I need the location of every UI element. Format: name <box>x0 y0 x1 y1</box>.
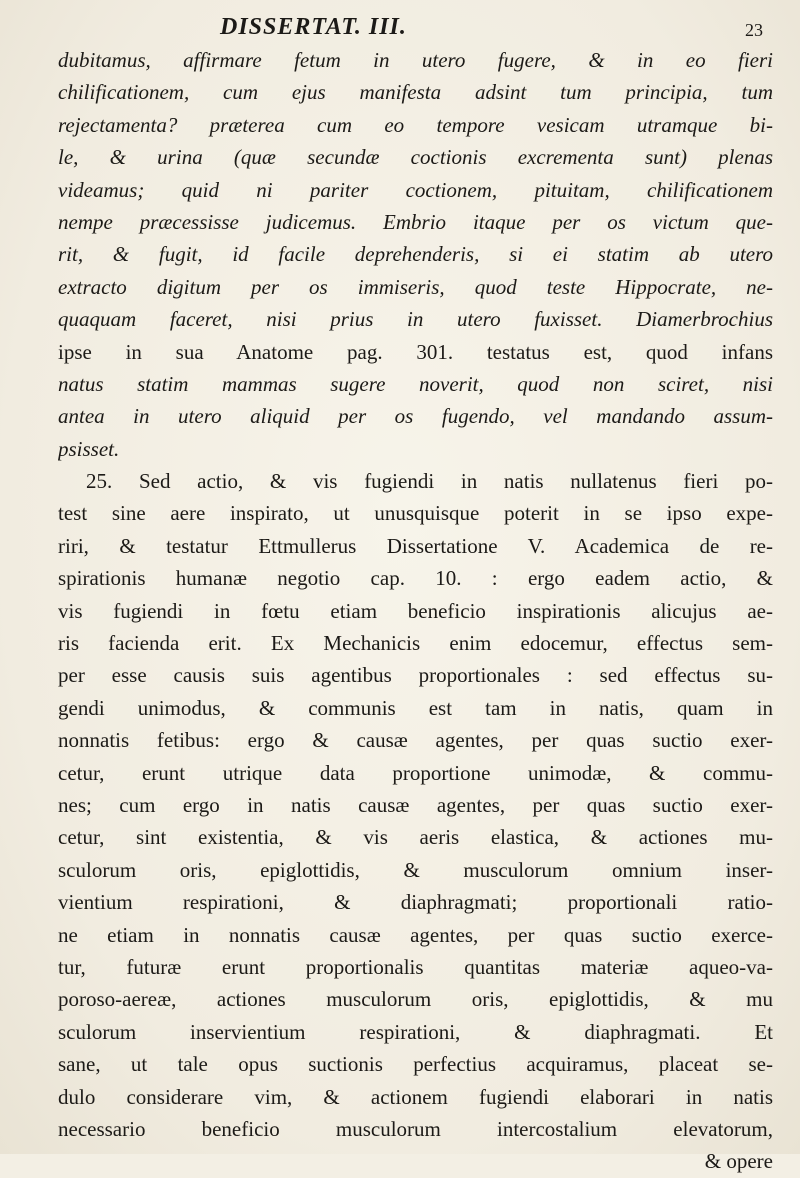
text-line: sculorum inservientium respirationi, & diaphragmati. Et <box>58 1019 773 1044</box>
text-line: gendi unimodus, & communis est tam in natis, quam in <box>58 695 773 720</box>
text-line: spirationis humanæ negotio cap. 10. : ergo eadem actio, & <box>58 566 773 591</box>
text-line: sculorum oris, epiglottidis, & musculorum omnium inser- <box>58 857 773 882</box>
text-line: riri, & testatur Ettmullerus Dissertatione V. Academica de re- <box>58 533 773 558</box>
text-line: antea in utero aliquid per os fugendo, vel mandando assum- <box>58 404 773 429</box>
text-line: dulo considerare vim, & actionem fugiendi elaborari in natis <box>58 1084 773 1109</box>
running-head-title: DISSERTAT. III. <box>220 14 407 40</box>
text-line: nonnatis fetibus: ergo & causæ agentes, per quas suctio exer- <box>58 728 773 753</box>
text-line: rejectamenta? præterea cum eo tempore vesicam utramque bi- <box>58 112 773 137</box>
text-line: nes; cum ergo in natis causæ agentes, per quas suctio exer- <box>58 792 773 817</box>
text-line: natus statim mammas sugere noverit, quod non sciret, nisi <box>58 371 773 396</box>
text-line: test sine aere inspirato, ut unusquisque poterit in se ipso expe- <box>58 501 773 526</box>
text-line: vientium respirationi, & diaphragmati; proportionali ratio- <box>58 890 773 915</box>
text-line: vis fugiendi in fœtu etiam beneficio inspirationis alicujus ae- <box>58 598 773 623</box>
text-line: ipse in sua Anatome pag. 301. testatus est, quod infans <box>58 339 773 364</box>
text-line: extracto digitum per os immiseris, quod teste Hippocrate, ne- <box>58 274 773 299</box>
text-line: tur, futuræ erunt proportionalis quantitas materiæ aqueo-va- <box>58 954 773 979</box>
text-line: videamus; quid ni pariter coctionem, pituitam, chilificationem <box>58 177 773 202</box>
text-line: 25. Sed actio, & vis fugiendi in natis nullatenus fieri po- <box>86 469 773 494</box>
text-line: dubitamus, affirmare fetum in utero fugere, & in eo fieri <box>58 48 773 72</box>
text-line: cetur, erunt utrique data proportione unimodæ, & commu- <box>58 760 773 785</box>
running-head <box>0 6 800 46</box>
text-line: rit, & fugit, id facile deprehenderis, si ei statim ab utero <box>58 242 773 267</box>
text-line: nempe præcessisse judicemus. Embrio itaque per os victum que- <box>58 209 773 234</box>
text-line: sane, ut tale opus suctionis perfectius acquiramus, placeat se- <box>58 1052 773 1077</box>
text-line: quaquam faceret, nisi prius in utero fuxisset. Diamerbrochius <box>58 307 773 332</box>
text-line: ne etiam in nonnatis causæ agentes, per quas suctio exerce- <box>58 922 773 947</box>
text-line: ris facienda erit. Ex Mechanicis enim edocemur, effectus sem- <box>58 631 773 656</box>
catchword: & opere <box>704 1149 773 1174</box>
body-text <box>58 44 773 1178</box>
text-line: le, & urina (quæ secundæ coctionis excrementa sunt) plenas <box>58 145 773 170</box>
text-line: cetur, sint existentia, & vis aeris elastica, & actiones mu- <box>58 825 773 850</box>
text-line: chilificationem, cum ejus manifesta adsint tum principia, tum <box>58 80 773 105</box>
text-line: necessario beneficio musculorum intercostalium elevatorum, <box>58 1116 773 1141</box>
text-line: psisset. <box>58 436 120 461</box>
page-number: 23 <box>745 20 763 40</box>
text-line: poroso-aereæ, actiones musculorum oris, epiglottidis, & mu <box>58 987 773 1012</box>
text-line: per esse causis suis agentibus proportionales : sed effectus su- <box>58 663 773 688</box>
